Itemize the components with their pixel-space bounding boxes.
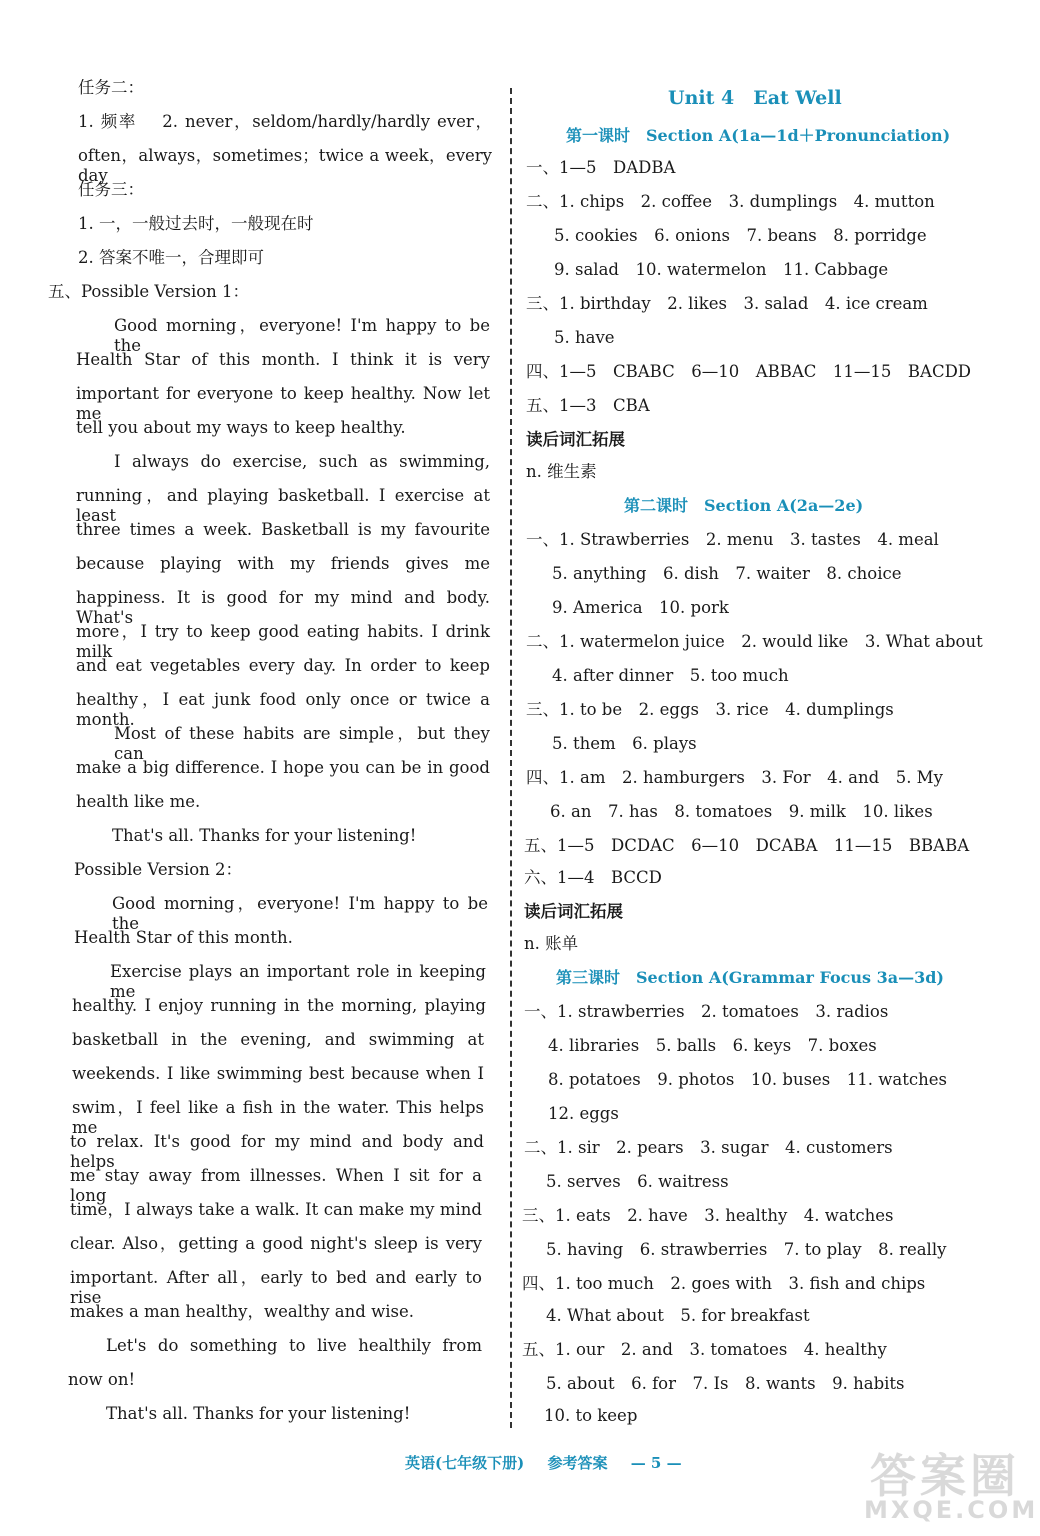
answer-line: 5. them 6. plays xyxy=(552,734,697,753)
answer-line: 5. having 6. strawberries 7. to play 8. really xyxy=(546,1240,947,1259)
answer-line: 9. salad 10. watermelon 11. Cabbage xyxy=(554,260,889,279)
essay-line: That's all. Thanks for your listening! xyxy=(112,826,417,845)
essay-line: weekends. I like swimming best because when I xyxy=(72,1064,484,1083)
vocab-line: n. 维生素 xyxy=(526,462,597,481)
essay-line: Most of these habits are simple，but they can xyxy=(114,724,490,763)
answer-line: 5. cookies 6. onions 7. beans 8. porridge xyxy=(554,226,927,245)
essay-line: important for everyone to keep healthy. Now let me xyxy=(76,384,490,423)
essay-line: Health Star of this month. xyxy=(74,928,293,947)
essay-line: basketball in the evening, and swimming at xyxy=(72,1030,484,1049)
answer-line: 9. America 10. pork xyxy=(552,598,729,617)
answer-line: 四、1. too much 2. goes with 3. fish and chips xyxy=(522,1274,926,1293)
essay-line: healthy. I enjoy running in the morning, playing xyxy=(72,996,486,1015)
answer-line: 五、1—3 CBA xyxy=(526,396,650,415)
answer-line: 1. 一，一般过去时，一般现在时 xyxy=(78,214,314,233)
answer-line: 三、1. to be 2. eggs 3. rice 4. dumplings xyxy=(526,700,894,719)
answer-line: 10. to keep xyxy=(544,1406,638,1425)
answer-line: 一、1. strawberries 2. tomatoes 3. radios xyxy=(524,1002,889,1021)
essay-line: healthy，I eat junk food only once or twice a month. xyxy=(76,690,490,729)
essay-line: Good morning，everyone! I'm happy to be the xyxy=(112,894,488,933)
essay-line: Exercise plays an important role in keeping me xyxy=(110,962,486,1001)
answer-line: 二、1. sir 2. pears 3. sugar 4. customers xyxy=(524,1138,893,1157)
essay-line: health like me. xyxy=(76,792,201,811)
answer-line: 12. eggs xyxy=(548,1104,619,1123)
answer-line: 1. 频率 2. never，seldom/hardly/hardly ever， xyxy=(78,112,492,131)
answer-line: 5. have xyxy=(554,328,615,347)
answer-line: 四、1. am 2. hamburgers 3. For 4. and 5. My xyxy=(526,768,943,787)
essay-line: Health Star of this month. I think it is very xyxy=(76,350,490,369)
answer-line: 三、1. eats 2. have 3. healthy 4. watches xyxy=(522,1206,894,1225)
answer-line: often，always，sometimes；twice a week，every day xyxy=(78,146,492,185)
watermark-logo xyxy=(830,1440,1039,1530)
answer-line: 2. 答案不唯一，合理即可 xyxy=(78,248,264,267)
answer-line: 4. after dinner 5. too much xyxy=(552,666,789,685)
section-heading: 第三课时 Section A(Grammar Focus 3a—3d) xyxy=(556,968,944,987)
column-divider xyxy=(510,88,512,1428)
essay-line: swim，I feel like a fish in the water. This helps me xyxy=(72,1098,484,1137)
essay-line: I always do exercise, such as swimming, xyxy=(114,452,490,471)
vocab-heading: 读后词汇拓展 xyxy=(526,430,625,449)
essay-line: make a big difference. I hope you can be in good xyxy=(76,758,490,777)
answer-line: 六、1—4 BCCD xyxy=(524,868,662,887)
essay-line: me stay away from illnesses. When I sit for a long xyxy=(70,1166,482,1205)
answer-line: 5. about 6. for 7. Is 8. wants 9. habits xyxy=(546,1374,905,1393)
answer-line: 6. an 7. has 8. tomatoes 9. milk 10. likes xyxy=(550,802,933,821)
answer-line: 五、1—5 DCDAC 6—10 DCABA 11—15 BBABA xyxy=(524,836,970,855)
unit-title: Unit 4 Eat Well xyxy=(668,87,842,109)
essay-line: more，I try to keep good eating habits. I drink milk xyxy=(76,622,490,661)
essay-line: Good morning，everyone! I'm happy to be the xyxy=(114,316,490,355)
answer-line: 三、1. birthday 2. likes 3. salad 4. ice cream xyxy=(526,294,928,313)
version-heading: 五、Possible Version 1： xyxy=(48,282,250,301)
essay-line: now on! xyxy=(68,1370,136,1389)
answer-line: 4. libraries 5. balls 6. keys 7. boxes xyxy=(548,1036,877,1055)
footer-subject: 英语(七年级下册) xyxy=(405,1454,525,1472)
version-heading: Possible Version 2： xyxy=(74,860,243,879)
essay-line: important. After all，early to bed and early to rise xyxy=(70,1268,482,1307)
essay-line: to relax. It's good for my mind and body and helps xyxy=(70,1132,484,1171)
vocab-heading: 读后词汇拓展 xyxy=(524,902,623,921)
answer-line: 二、1. watermelon juice 2. would like 3. What about xyxy=(526,632,983,651)
essay-line: three times a week. Basketball is my favourite xyxy=(76,520,490,539)
task-heading: 任务二： xyxy=(78,78,144,97)
answer-line: 五、1. our 2. and 3. tomatoes 4. healthy xyxy=(522,1340,887,1359)
footer-page-number: — 5 — xyxy=(630,1454,682,1472)
essay-line: Let's do something to live healthily from xyxy=(106,1336,482,1355)
footer-answers: 参考答案 xyxy=(547,1454,608,1472)
page-footer xyxy=(405,1452,700,1473)
section-heading: 第一课时 Section A(1a—1d＋Pronunciation) xyxy=(566,126,951,145)
answer-line: 四、1—5 CBABC 6—10 ABBAC 11—15 BACDD xyxy=(526,362,972,381)
vocab-line: n. 账单 xyxy=(524,934,579,953)
section-heading: 第二课时 Section A(2a—2e) xyxy=(624,496,864,515)
answer-line: 8. potatoes 9. photos 10. buses 11. watches xyxy=(548,1070,947,1089)
answer-line: 一、1. Strawberries 2. menu 3. tastes 4. meal xyxy=(526,530,939,549)
essay-line: and eat vegetables every day. In order to keep xyxy=(76,656,490,675)
watermark-bottom: MXQE.COM xyxy=(864,1496,1039,1524)
essay-line: happiness. It is good for my mind and body. What's xyxy=(76,588,490,627)
essay-line: because playing with my friends gives me xyxy=(76,554,490,573)
essay-line: clear. Also，getting a good night's sleep is very xyxy=(70,1234,482,1253)
essay-line: tell you about my ways to keep healthy. xyxy=(76,418,406,437)
task-heading: 任务三： xyxy=(78,180,144,199)
answer-line: 一、1—5 DADBA xyxy=(526,158,676,177)
answer-line: 二、1. chips 2. coffee 3. dumplings 4. mutton xyxy=(526,192,935,211)
essay-line: running，and playing basketball. I exercise at least xyxy=(76,486,490,525)
essay-line: time，I always take a walk. It can make my mind xyxy=(70,1200,482,1219)
answer-line: 5. serves 6. waitress xyxy=(546,1172,729,1191)
answer-line: 4. What about 5. for breakfast xyxy=(546,1306,810,1325)
essay-line: makes a man healthy，wealthy and wise. xyxy=(70,1302,414,1321)
essay-line: That's all. Thanks for your listening! xyxy=(106,1404,411,1423)
answer-line: 5. anything 6. dish 7. waiter 8. choice xyxy=(552,564,902,583)
watermark-top: 答案圈 xyxy=(870,1449,1020,1503)
